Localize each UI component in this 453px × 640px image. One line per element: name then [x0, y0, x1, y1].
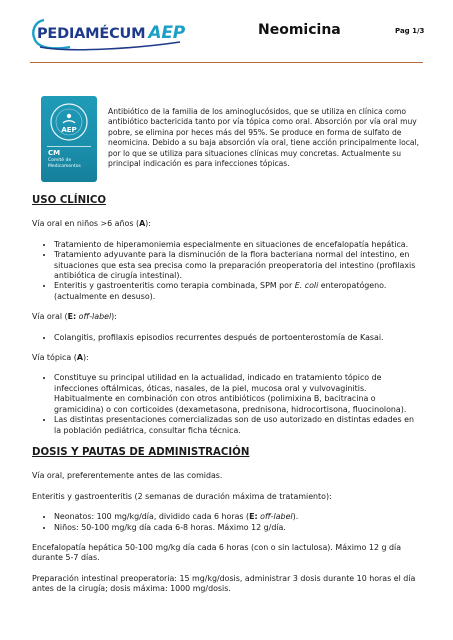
offlabel-post: ):	[111, 312, 117, 322]
badge-divider	[47, 146, 91, 147]
oral-label-grade: A	[139, 219, 146, 229]
topical-route-label	[32, 353, 422, 363]
section-heading-uso-clinico: USO CLÍNICO	[32, 195, 107, 206]
oral-route-label	[32, 219, 422, 229]
neonatos-post: ).	[292, 512, 299, 522]
neonatos-italic: off-label	[257, 512, 293, 522]
logo-main: PEDIAMÉCUM	[37, 26, 146, 42]
badge-sub-line1: Comité de	[48, 158, 72, 163]
list-item: • Niños: 50-100 mg/kg día cada 6-8 horas. Máximo 12 g/día.	[54, 523, 422, 533]
dosis-list	[32, 512, 422, 533]
list-item-text: enteropatógeno. (actualmente en desuso).	[54, 281, 387, 301]
neonatos-grade: E:	[249, 512, 258, 522]
offlabel-italic: off-label	[76, 312, 112, 322]
section-heading-dosis: DOSIS Y PAUTAS DE ADMINISTRACIÓN	[32, 446, 250, 458]
list-item: • Colangitis, profilaxis episodios recurrentes después de portoenterostomía de Kasai.	[54, 333, 422, 343]
header-divider	[30, 62, 423, 63]
badge-subtitle	[48, 158, 94, 169]
list-item: • Tratamiento adyuvante para la disminución de la flora bacteriana normal del intestino, en situaciones que esta sea precisa como la preparación preoperatoria del intestino (profilaxis antibiótica de cirugía intestinal).	[54, 250, 422, 281]
badge-cm: CM	[48, 149, 61, 157]
list-item	[54, 281, 422, 302]
document-title: Neomicina	[258, 22, 341, 38]
oral-label-post: ):	[145, 219, 151, 229]
oral-label-pre: Vía oral en niños >6 años (	[32, 219, 140, 229]
dosis-paragraph: Preparación intestinal preoperatoria: 15 mg/kg/dosis, administrar 3 dosis durante 10 horas el día antes de la cirugía; dosis máxima: 1000 mg/dosis.	[32, 573, 416, 594]
pediamecum-logo[interactable]	[30, 16, 190, 52]
logo-aep: AEP	[148, 23, 186, 43]
list-item: • Constituye su principal utilidad en la actualidad, indicado en tratamiento tópico de infecciones oftálmicas, óticas, nasales, de la piel, mucosa oral y vulvovaginitis. Habitualmente en combinación con otros antibióticos (polimixina B, bacitracina o gramicidina) o con corticoides (dexametasona, prednisona, hidrocortisona, fluocinolona).	[54, 373, 422, 415]
logo-text	[37, 23, 185, 43]
topica-grade: A	[76, 353, 83, 363]
cm-badge	[41, 96, 97, 182]
topical-indications-list	[32, 373, 422, 435]
topica-post: ):	[82, 353, 89, 363]
offlabel-indications-list	[32, 333, 422, 343]
badge-sub-line2: Medicamentos	[48, 163, 81, 169]
dosis-paragraph: Encefalopatía hepática 50-100 mg/kg día cada 6 horas (con o sin lactulosa). Máximo 12 g día durante 5-7 días.	[32, 542, 402, 563]
aep-seal-icon	[49, 102, 89, 142]
list-item: • Las distintas presentaciones comercializadas son de uso autorizado en distintas edades en la población pediátrica, consultar ficha técnica.	[54, 415, 422, 436]
list-item-text: Enteritis y gastroenteritis como terapia combinada, SPM por	[54, 281, 295, 291]
neonatos-pre: Neonatos: 100 mg/kg/día, dividido cada 6 horas (	[54, 512, 250, 522]
topica-pre: Vía tópica (	[32, 353, 77, 363]
dosis-paragraph: Enteritis y gastroenteritis (2 semanas de duración máxima de tratamiento):	[32, 491, 332, 501]
header	[0, 0, 453, 62]
offlabel-route-label	[32, 312, 422, 322]
dosis-paragraph: Vía oral, preferentemente antes de las comidas.	[32, 471, 223, 481]
list-item-italic: E. coli	[294, 281, 319, 291]
offlabel-pre: Vía oral (	[32, 312, 68, 322]
svg-text:AEP: AEP	[61, 126, 77, 134]
oral-indications-list	[32, 240, 422, 302]
main-content	[32, 196, 422, 605]
list-item: • Tratamiento de hiperamoniemia especialmente en situaciones de encefalopatía hepática.	[54, 240, 422, 250]
page-number: Pag 1/3	[395, 27, 425, 35]
list-item	[54, 512, 422, 522]
offlabel-grade: E:	[67, 312, 77, 322]
intro-paragraph: Antibiótico de la familia de los aminoglucósidos, que se utiliza en clínica como antibiótico bactericida tanto por vía tópica como oral. Absorción por vía oral muy pobre, se elimina por heces más del 95%. Se produce en forma de sulfato de neomicina. Debido a su baja absorción vía oral, tiene acción principalmente local, por lo que se utiliza para situaciones clínicas muy concretas. Actualmente su principal indicación es para infecciones tópicas.	[108, 107, 420, 169]
